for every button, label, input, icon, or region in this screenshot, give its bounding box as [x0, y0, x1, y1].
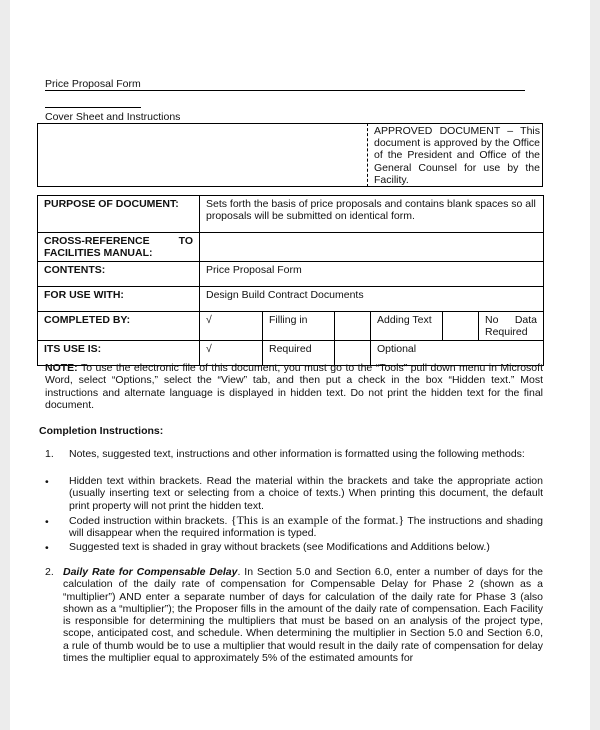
bullet-2-text-b: The instructions and shading will disappear when the required information is typed. [69, 515, 543, 540]
completed-option-adding: Adding Text [371, 312, 443, 341]
bullet-icon: • [45, 542, 49, 554]
crossref-label-1: CROSS-REFERENCE [44, 235, 150, 247]
title-underline [45, 90, 525, 91]
approved-document-box: APPROVED DOCUMENT – This document is approved by the Office of the President and Office of the General Counsel for use by the Facility. [367, 123, 543, 187]
crossref-label [38, 233, 200, 262]
table-row [38, 287, 544, 312]
divider-line [45, 107, 141, 108]
table-row [38, 262, 544, 287]
item-number: 1. [45, 448, 54, 460]
its-use-option-optional: Optional [371, 341, 544, 366]
bullet-2-text [69, 514, 543, 540]
item-1-text: Notes, suggested text, instructions and other information is formatted using the following methods: [69, 448, 525, 460]
contents-label: CONTENTS: [38, 262, 200, 287]
required-label: Required [485, 326, 528, 338]
bullet-3-text: Suggested text is shaded in gray without brackets (see Modifications and Additions below.) [69, 541, 490, 553]
crossref-label-to: TO [178, 235, 193, 247]
note-paragraph [45, 362, 543, 411]
bullet-icon: • [45, 476, 49, 488]
item-2-title: Daily Rate for Compensable Delay [63, 566, 238, 578]
completed-by-label: COMPLETED BY: [38, 312, 200, 341]
completed-checkbox-adding[interactable] [335, 312, 371, 341]
for-use-value: Design Build Contract Documents [200, 287, 544, 312]
contents-value: Price Proposal Form [200, 262, 544, 287]
completion-instructions-heading: Completion Instructions: [39, 425, 164, 437]
purpose-value: Sets forth the basis of price proposals and contains blank spaces so all proposals will be submitted on identical form. [200, 196, 544, 233]
table-row [38, 196, 544, 233]
no-label: No [485, 314, 499, 326]
table-row [38, 312, 544, 341]
its-use-label: ITS USE IS: [38, 341, 200, 366]
bullet-icon: • [45, 516, 49, 528]
crossref-label-2: FACILITIES MANUAL: [44, 247, 153, 259]
item-number: 2. [45, 566, 54, 578]
bullet-1-text: Hidden text within brackets. Read the material within the brackets and take the appropriate action (usually inserting text or selecting from a choice of texts.) When printing this document, the default print property will not print the hidden text. [69, 475, 543, 512]
table-row [38, 233, 544, 262]
crossref-value[interactable] [200, 233, 544, 262]
note-text: To use the electronic file of this document, you must go to the “Tools” pull down menu in Microsoft Word, select “Options,” select the “View” tab, and then put a check in the box “Hidden text.” Most instructions and alternate language is displayed in hidden text. Do not print the hidden text for the final document. [45, 362, 543, 411]
form-title: Price Proposal Form [45, 78, 141, 90]
for-use-label: FOR USE WITH: [38, 287, 200, 312]
bullet-2-text-a: Coded instruction within brackets. [69, 515, 231, 527]
item-2-text: . In Section 5.0 and Section 6.0, enter a number of days for the calculation of the daily rate of compensation for Compensable Delay for Phase 2 (shown as a “multiplier”) AND enter a separate number of days for calculation of the daily rate for Phase 3 (also shown as a “multiplier”); the Proposer fills in the amount of the daily rate of compensation. Each Facility is responsible for determining the multipliers that must be based on an analysis of the project type, scope, anticipated cost, and schedule. When determining the multiplier in Section 5.0 and Section 6.0, a rule of thumb would be to use a multiplier that would result in the daily rate of compensation for delay times the multiplier equal to approximately 5% of the estimated amounts for [63, 566, 544, 665]
item-2-paragraph [63, 566, 543, 664]
data-label: Data [514, 314, 537, 326]
note-label: NOTE: [45, 362, 78, 374]
completed-checkbox-nodata[interactable] [443, 312, 479, 341]
code-example: {This is an example of the format.} [230, 513, 405, 527]
document-info-table [37, 195, 544, 366]
purpose-label: PURPOSE OF DOCUMENT: [38, 196, 200, 233]
document-page [10, 0, 590, 730]
cover-sheet-heading: Cover Sheet and Instructions [45, 111, 181, 123]
its-use-option-required: Required [263, 341, 335, 366]
completed-option-nodata [479, 312, 544, 341]
completed-option-filling: Filling in [263, 312, 335, 341]
its-use-check[interactable]: √ [200, 341, 263, 366]
completed-check[interactable]: √ [200, 312, 263, 341]
